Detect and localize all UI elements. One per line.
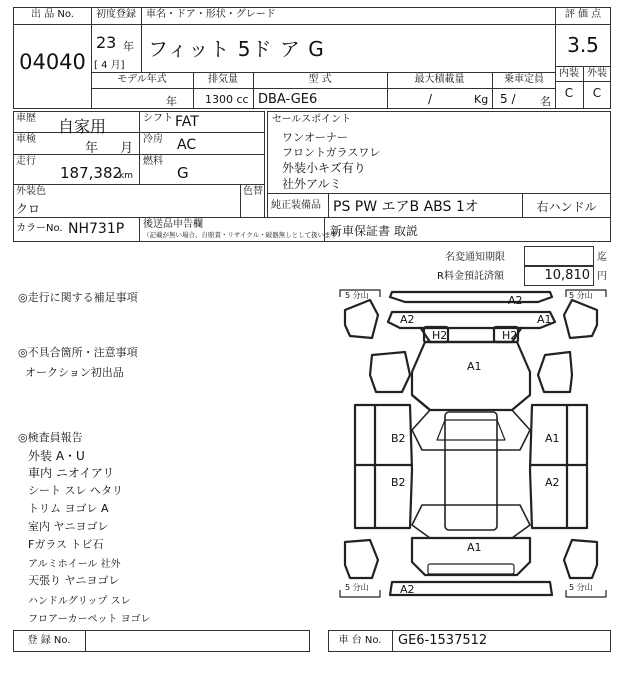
first-registration-month: [ 4 月] [94,60,125,71]
displacement: 1300 cc [205,93,249,106]
inspector-line-10: フロアーカーペット ヨゴレ [28,614,151,625]
deadline-unit: 迄 [597,252,607,263]
chassis-no: GE6-1537512 [398,633,488,648]
inspector-line-1: 外装 A・U [28,449,85,463]
mark-door-left-rear: B2 [391,476,406,489]
mileage: 187,382 [60,164,123,182]
year-unit: 年 [123,40,134,53]
chassis-no-label: 車 台 No. [338,635,382,646]
defects-text: オークション初出品 [25,366,124,379]
mileage-label: 走行 [16,156,36,167]
capacity: 5 / [500,92,516,106]
lot-number: 04040 [19,50,86,74]
equipment: PS PW エアB ABS 1オ [333,199,479,215]
mark-rear-bumper: A2 [400,583,415,596]
handle-side: 右ハンドル [536,200,597,214]
color-no: NH731P [68,221,125,237]
ac-label: 冷房 [143,134,163,145]
equipment-label: 純正装備品 [271,200,321,211]
inspector-line-4: トリム ヨゴレ A [28,502,109,515]
mark-front-bumper-top: A2 [508,294,523,307]
inspector-line-5: 室内 ヤニヨゴレ [28,520,109,533]
sales-points-label: セールスポイント [272,114,352,125]
history-label: 車歴 [16,113,36,124]
fuel: G [177,164,189,182]
color-change-label: 色替 [243,186,263,197]
warranty: 新車保証書 取説 [330,224,418,238]
mark-headlight-right: H2 [502,329,518,342]
shift: FAT [175,114,199,130]
car-name: フィット 5ド ア G [148,37,325,61]
mark-rear-hatch: A1 [467,541,482,554]
exterior-grade: C [592,86,602,100]
mark-door-right-rear: A2 [545,476,560,489]
mark-door-right-front: A1 [545,432,560,445]
score-label: 評 価 点 [564,9,602,20]
max-load-label: 最大積載量 [414,74,465,85]
mark-headlight-left: H2 [432,329,448,342]
mark-front-bumper-left: A2 [400,313,415,326]
ext-color: クロ [16,202,41,216]
displacement-label: 排気量 [208,74,238,85]
fuel-label: 燃料 [143,156,163,167]
capacity-label: 乗車定員 [504,74,544,85]
shift-label: シフト [143,113,173,124]
inspection: 年 月 [85,141,134,156]
reg-no-label: 登 録 No. [27,635,71,646]
max-load-unit: Kg [474,93,489,106]
first-registration-year: 23 [96,33,117,52]
tire-rear-left-label: 5 分山 [345,583,369,592]
inspector-report-label: ◎検査員報告 [18,431,83,444]
aftermarket-note: （記載が無い場合、自賠責・リサイクル・破器無しとして扱います） [143,231,344,239]
mark-front-bumper-right: A1 [537,313,552,326]
inspector-line-8: 天張り ヤニヨゴレ [28,574,120,587]
ext-color-label: 外装色 [16,186,46,197]
exterior-grade-label: 外装 [587,68,607,79]
inspector-line-9: ハンドルグリップ スレ [28,596,131,607]
score: 3.5 [567,33,599,57]
sales-point-2: フロントガラスワレ [282,146,381,159]
model-type: DBA-GE6 [258,92,318,107]
mark-door-left-front: B2 [391,432,406,445]
defects-label: ◎不具合箇所・注意事項 [18,346,138,359]
car-name-label: 車名・ドア・形状・グレード [146,9,276,20]
inspector-line-2: 車内 ニオイアリ [28,466,115,480]
recycle-fee: 10,810 [544,268,590,283]
inspection-label: 車検 [16,134,36,145]
tire-front-right-label: 5 分山 [569,291,593,300]
first-registration-label: 初度登録 [96,9,136,20]
sales-point-1: ワンオーナー [282,131,348,144]
model-year-label: モデル年式 [117,74,167,85]
sales-point-3: 外装小キズ有り [282,161,366,175]
tire-rear-right-label: 5 分山 [569,583,593,592]
type-label: 型 式 [308,74,332,85]
mileage-unit: km [119,171,133,181]
color-no-label: カラーNo. [16,223,63,234]
inspector-line-6: Fガラス トビ石 [28,538,104,551]
max-load-sep: / [428,92,433,106]
inspector-line-7: アルミホイール 社外 [28,559,121,570]
ac: AC [177,137,197,153]
interior-grade-label: 内装 [559,68,579,79]
tire-front-left-label: 5 分山 [345,291,369,300]
lot-number-label: 出 品 No. [31,9,74,20]
driving-notes-label: ◎走行に関する補足事項 [18,291,138,304]
recycle-fee-label: R料金預託済額 [437,271,504,282]
deadline-label: 名変通知期限 [445,252,505,263]
aftermarket-label: 後送品申告欄 [143,219,203,230]
model-year-unit: 年 [166,95,177,108]
history: 自家用 [58,117,107,136]
inspector-line-3: シート スレ ヘタリ [28,484,123,497]
interior-grade: C [564,86,574,100]
mark-hood: A1 [467,360,482,373]
recycle-fee-unit: 円 [597,271,607,282]
capacity-unit: 名 [540,95,551,108]
sales-point-4: 社外アルミ [282,177,342,191]
